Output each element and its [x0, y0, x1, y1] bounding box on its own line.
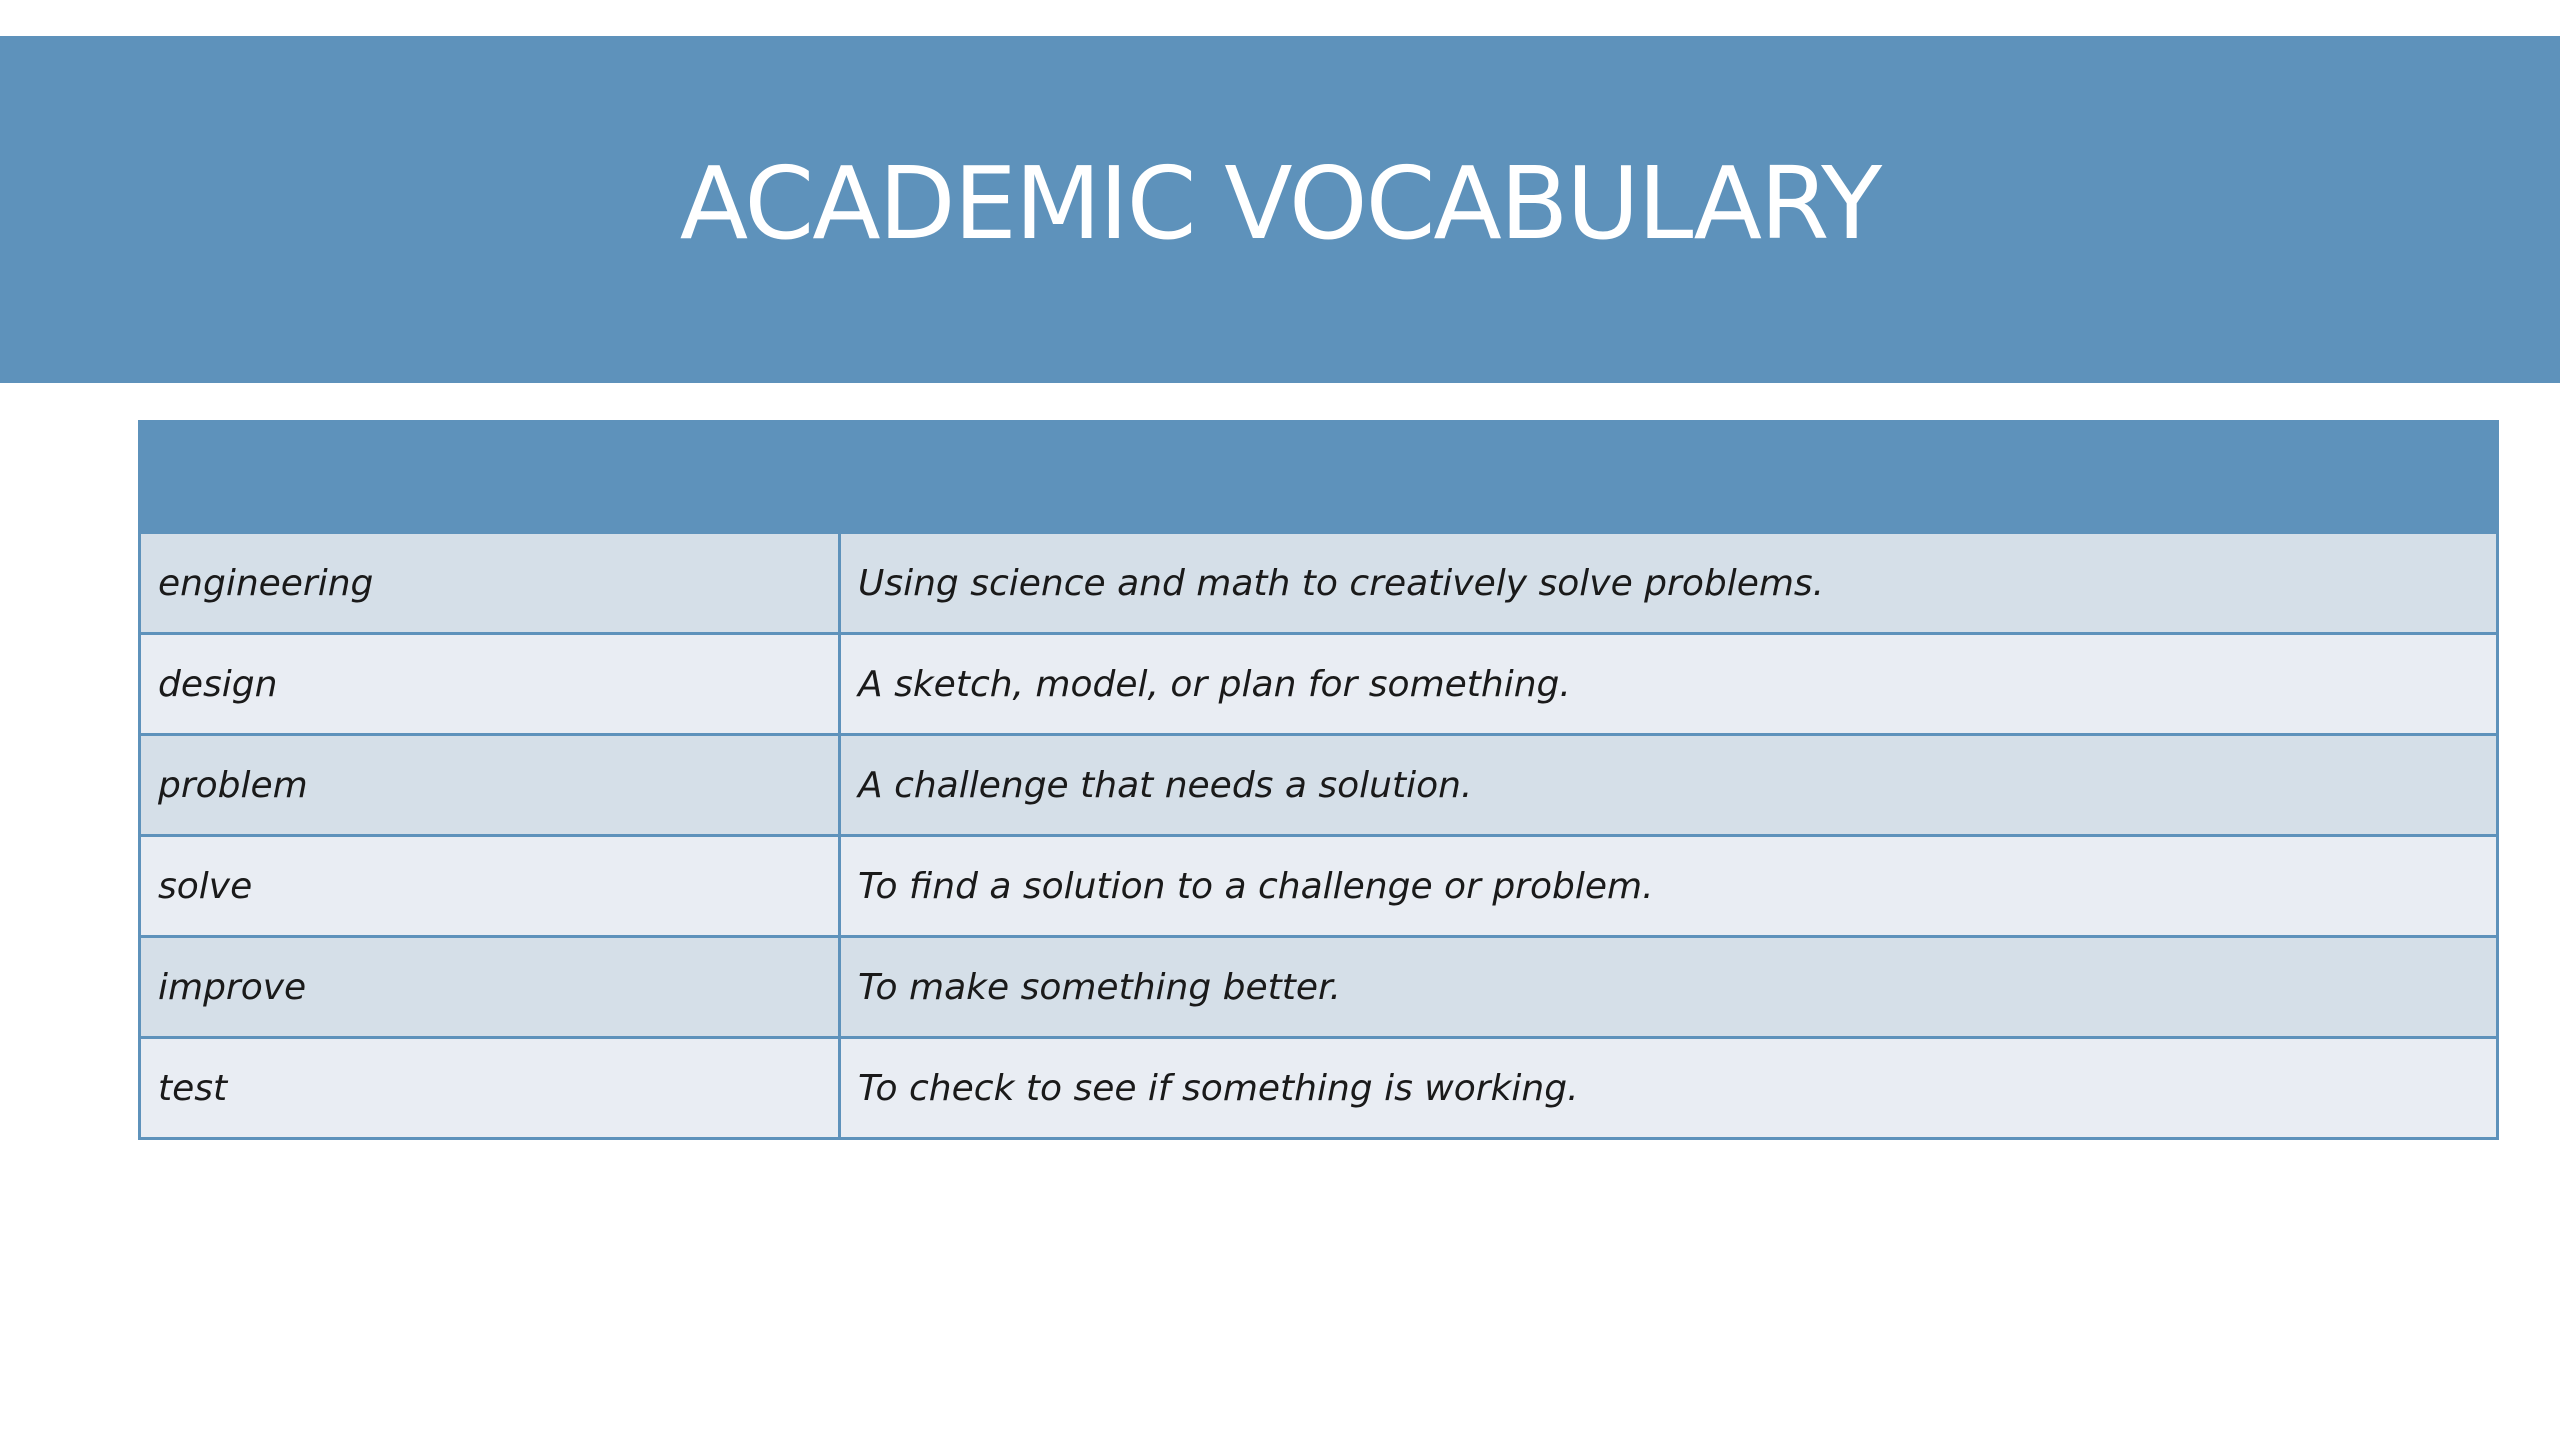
vocabulary-table [138, 420, 2499, 1140]
table-header-row [140, 422, 2498, 533]
slide-title: ACADEMIC VOCABULARY [679, 144, 1881, 262]
definition-cell: To check to see if something is working. [840, 1038, 2498, 1139]
term-cell: problem [140, 735, 840, 836]
table-row [140, 1038, 2498, 1139]
definition-cell: A sketch, model, or plan for something. [840, 634, 2498, 735]
term-cell: solve [140, 836, 840, 937]
definition-cell: To make something better. [840, 937, 2498, 1038]
header-cell-term [140, 422, 840, 533]
header-cell-definition [840, 422, 2498, 533]
definition-cell: Using science and math to creatively solve problems. [840, 533, 2498, 634]
table-row [140, 735, 2498, 836]
term-cell: design [140, 634, 840, 735]
term-cell: test [140, 1038, 840, 1139]
term-cell: engineering [140, 533, 840, 634]
table-row [140, 836, 2498, 937]
table-row [140, 937, 2498, 1038]
definition-cell: To find a solution to a challenge or problem. [840, 836, 2498, 937]
definition-cell: A challenge that needs a solution. [840, 735, 2498, 836]
term-cell: improve [140, 937, 840, 1038]
table-row [140, 634, 2498, 735]
title-band [0, 36, 2560, 383]
table-row [140, 533, 2498, 634]
